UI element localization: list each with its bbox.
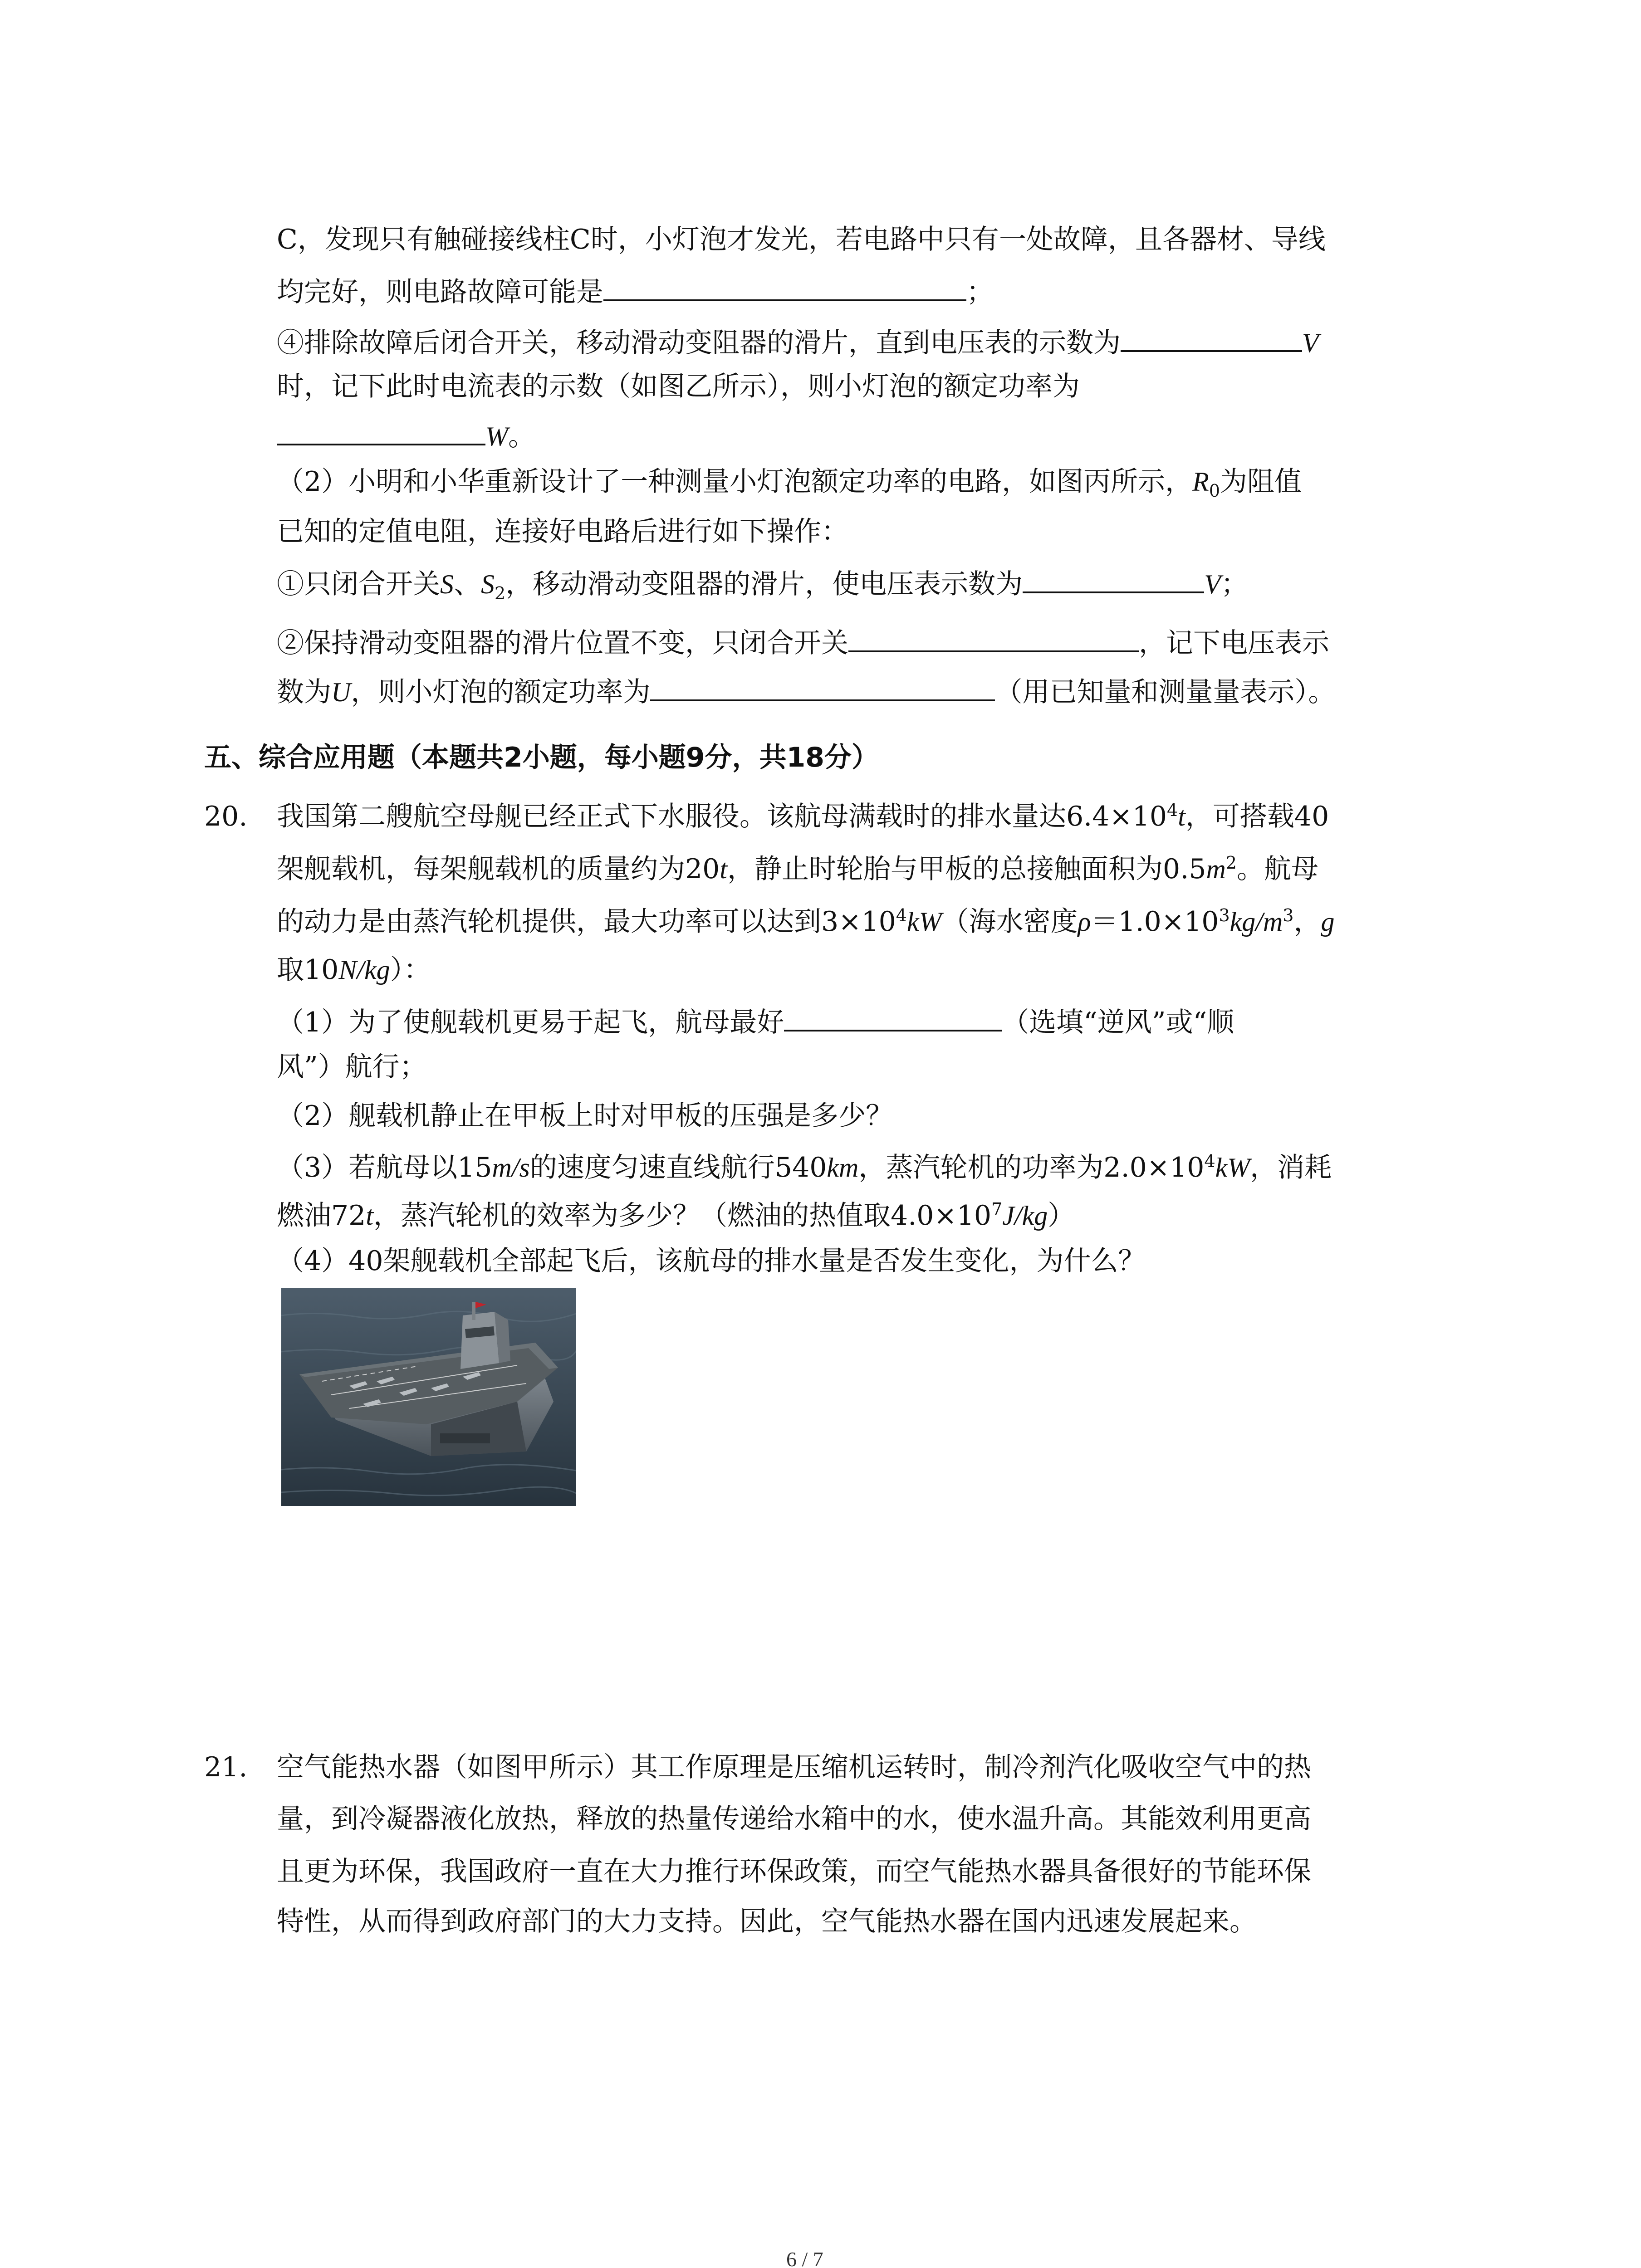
q20-sub-3: （3）若航母以15m/s的速度匀速直线航行540km，蒸汽轮机的功率为$2.0\times 10^4kW$，消耗	[277, 1151, 1332, 1183]
q20-line-3: 的动力是由蒸汽轮机提供，最大功率可以达到$3\times 10^4kW$（海水密度$\rho=1.0\times 10^3kg/m^3$，g	[277, 905, 1335, 938]
q19-part2-line-1: （2）小明和小华重新设计了一种测量小灯泡额定功率的电路，如图丙所示，$R_0$为阻值	[277, 466, 1302, 501]
q20-sub-4: （4）40架舰载机全部起飞后，该航母的排水量是否发生变化，为什么？	[277, 1245, 1146, 1277]
power-blank[interactable]	[277, 416, 485, 445]
q19-line-1: C，发现只有触碰接线柱C时，小灯泡才发光，若电路中只有一处故障，且各器材、导线	[277, 224, 1326, 255]
q19-line-5: W。	[277, 416, 535, 455]
fault-blank[interactable]	[603, 272, 966, 301]
q19-step-3: 数为U，则小灯泡的额定功率为 （用已知量和测量量表示）。	[277, 672, 1335, 710]
q19-line-2: 均完好，则电路故障可能是 ；	[277, 272, 994, 310]
q20-sub-1: （1）为了使舰载机更易于起飞，航母最好 （选填“逆风”或“顺	[277, 1002, 1234, 1041]
q20-line-1: 我国第二艘航空母舰已经正式下水服役。该航母满载时的排水量达$6.4\times 10^4t$，可搭载40	[277, 800, 1329, 832]
q20-sub-2: （2）舰载机静止在甲板上时对甲板的压强是多少？	[277, 1100, 893, 1132]
q21-line-3: 且更为环保，我国政府一直在大力推行环保政策，而空气能热水器具备很好的节能环保	[277, 1856, 1311, 1887]
q19-line-3: ④排除故障后闭合开关，移动滑动变阻器的滑片，直到电压表的示数为 V	[277, 323, 1319, 361]
q19-step-1: ①只闭合开关S、$S_2$，移动滑动变阻器的滑片，使电压表示数为 V；	[277, 564, 1248, 602]
section-heading: 五、综合应用题（本题共2小题，每小题9分，共18分）	[204, 742, 879, 773]
q19-part2-line-2: 已知的定值电阻，连接好电路后进行如下操作：	[277, 516, 848, 547]
rated-power-blank[interactable]	[650, 672, 995, 701]
q21-line-1: 空气能热水器（如图甲所示）其工作原理是压缩机运转时，制冷剂汽化吸收空气中的热	[277, 1751, 1311, 1783]
q20-sub-1-cont: 风”）航行；	[277, 1051, 427, 1083]
q21-number: 21.	[204, 1751, 248, 1783]
q20-line-4: 取10N/kg）：	[277, 954, 431, 986]
voltage-blank[interactable]	[1121, 323, 1302, 352]
q20-number: 20.	[204, 801, 248, 832]
q21-line-2: 量，到冷凝器液化放热，释放的热量传递给水箱中的水，使水温升高。其能效利用更高	[277, 1803, 1311, 1835]
q20-line-2: 架舰载机，每架舰载机的质量约为20t，静止时轮胎与甲板的总接触面积为$0.5m^2$。航母	[277, 853, 1318, 885]
wind-blank[interactable]	[784, 1002, 1002, 1031]
page-number: 6 / 7	[786, 2248, 823, 2268]
aircraft-carrier-image	[281, 1288, 576, 1506]
q20-sub-3-cont: 燃油72t，蒸汽轮机的效率为多少？（燃油的热值取$4.0\times 10^7J/kg$）	[277, 1199, 1075, 1232]
q19-step-2: ②保持滑动变阻器的滑片位置不变，只闭合开关 ，记下电压表示	[277, 623, 1329, 661]
switch-blank[interactable]	[848, 623, 1139, 652]
voltage-blank-2[interactable]	[1023, 564, 1204, 593]
q21-line-4: 特性，从而得到政府部门的大力支持。因此，空气能热水器在国内迅速发展起来。	[277, 1906, 1257, 1937]
q19-line-4: 时，记下此时电流表的示数（如图乙所示），则小灯泡的额定功率为	[277, 371, 1080, 402]
